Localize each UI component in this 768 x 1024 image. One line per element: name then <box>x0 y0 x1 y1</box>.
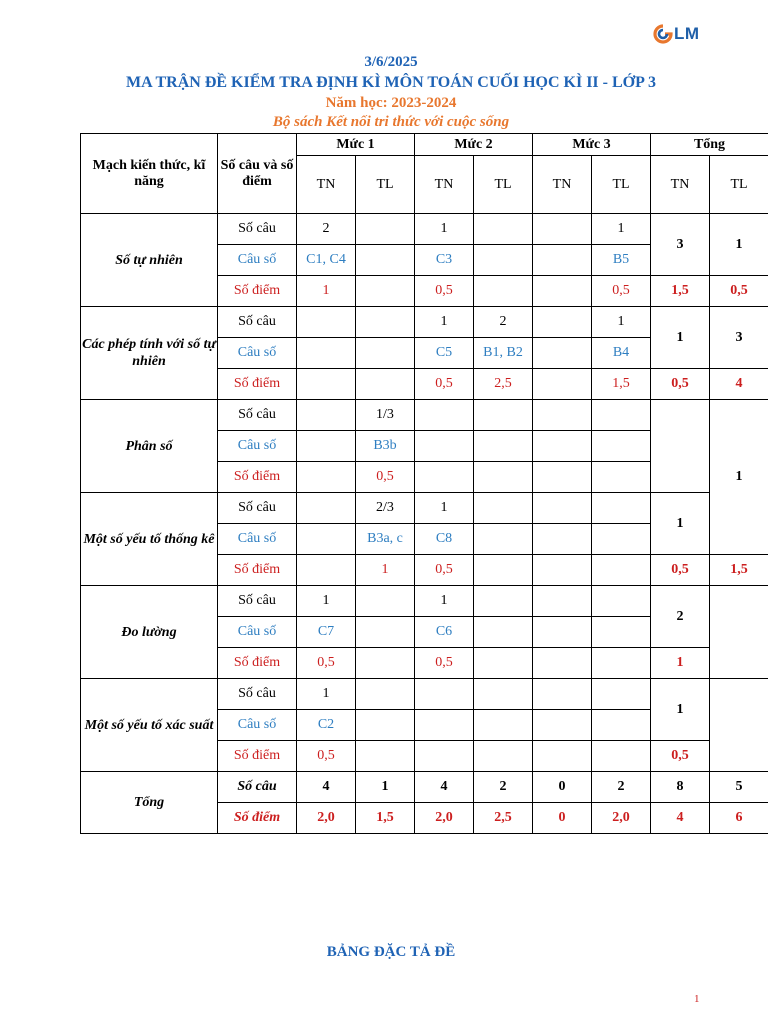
total-tn-questions: 1 <box>651 307 710 369</box>
olm-logo <box>653 24 700 44</box>
value-cell: C1, C4 <box>297 245 356 276</box>
value-cell <box>474 493 533 524</box>
value-cell: 1 <box>297 679 356 710</box>
value-cell: 1 <box>592 307 651 338</box>
table-row <box>81 400 768 431</box>
value-cell: C7 <box>297 617 356 648</box>
value-cell <box>415 741 474 772</box>
total-tn-questions: 2 <box>651 586 710 648</box>
total-tn-points: 0,5 <box>651 369 710 400</box>
header-level: Mức 1 <box>297 134 415 156</box>
value-cell: 0,5 <box>415 276 474 307</box>
row-label-cau-so: Câu số <box>218 245 297 276</box>
row-label-cau-so: Câu số <box>218 431 297 462</box>
value-cell <box>474 276 533 307</box>
row-label-cau-so: Câu số <box>218 338 297 369</box>
total-tl-empty <box>710 586 768 679</box>
value-cell: 1 <box>415 214 474 245</box>
total-tn-questions: 3 <box>651 214 710 276</box>
header-level: Mức 3 <box>533 134 651 156</box>
value-cell <box>474 524 533 555</box>
value-cell: 2,5 <box>474 369 533 400</box>
value-cell <box>297 462 356 493</box>
table-row <box>81 493 768 524</box>
page-number: 1 <box>694 993 700 1005</box>
row-label-cau-so: Câu số <box>218 524 297 555</box>
value-cell <box>297 524 356 555</box>
table-row <box>81 307 768 338</box>
row-label-so-diem: Số điểm <box>218 555 297 586</box>
value-cell <box>415 400 474 431</box>
value-cell: 0,5 <box>415 555 474 586</box>
grand-total-questions: 5 <box>710 772 768 803</box>
value-cell <box>533 245 592 276</box>
value-cell <box>592 617 651 648</box>
exam-matrix-table <box>80 133 768 834</box>
grand-total-questions: 2 <box>474 772 533 803</box>
value-cell <box>297 307 356 338</box>
total-tn-empty <box>651 400 710 493</box>
topic-name: Các phép tính với số tự nhiên <box>81 307 218 400</box>
total-tn-points: 0,5 <box>651 555 710 586</box>
value-cell <box>592 586 651 617</box>
value-cell <box>533 214 592 245</box>
row-label-so-cau: Số câu <box>218 307 297 338</box>
row-label-so-diem: Số điểm <box>218 741 297 772</box>
school-year: Năm học: 2023-2024 <box>325 95 457 111</box>
grand-total-points: 2,0 <box>297 803 356 834</box>
value-cell <box>356 307 415 338</box>
header-tl: TL <box>356 156 415 214</box>
value-cell: B4 <box>592 338 651 369</box>
grand-total-points: 2,5 <box>474 803 533 834</box>
header-tl: TL <box>592 156 651 214</box>
specification-table-title: BẢNG ĐẶC TẢ ĐỀ <box>326 944 456 960</box>
header-level: Mức 2 <box>415 134 533 156</box>
row-label-so-cau: Số câu <box>218 493 297 524</box>
topic-name: Đo lường <box>81 586 218 679</box>
value-cell: 0,5 <box>297 648 356 679</box>
value-cell <box>533 741 592 772</box>
value-cell <box>592 462 651 493</box>
total-tn-points: 1,5 <box>651 276 710 307</box>
value-cell: C6 <box>415 617 474 648</box>
value-cell <box>356 741 415 772</box>
total-tn-questions: 1 <box>651 493 710 555</box>
value-cell <box>533 462 592 493</box>
value-cell: 1 <box>415 493 474 524</box>
row-label-so-diem: Số điểm <box>218 648 297 679</box>
grand-total-points: 2,0 <box>592 803 651 834</box>
value-cell: 0,5 <box>297 741 356 772</box>
table-row <box>81 134 768 156</box>
total-tl-questions: 3 <box>710 307 768 369</box>
row-label-so-cau: Số câu <box>218 679 297 710</box>
value-cell <box>533 710 592 741</box>
row-label-so-diem: Số điểm <box>218 369 297 400</box>
value-cell <box>356 369 415 400</box>
header-question-points: Số câu và số điểm <box>218 134 297 214</box>
row-label-so-diem: Số điểm <box>218 276 297 307</box>
value-cell <box>297 431 356 462</box>
value-cell <box>356 586 415 617</box>
value-cell <box>474 245 533 276</box>
value-cell: 1/3 <box>356 400 415 431</box>
value-cell <box>474 400 533 431</box>
total-tl-points: 4 <box>710 369 768 400</box>
row-label-so-diem: Số điểm <box>218 462 297 493</box>
value-cell: 0,5 <box>415 648 474 679</box>
total-tn-points: 0,5 <box>651 741 710 772</box>
value-cell: C5 <box>415 338 474 369</box>
grand-total-points: 2,0 <box>415 803 474 834</box>
value-cell: 2 <box>474 307 533 338</box>
topic-name: Phân số <box>81 400 218 493</box>
value-cell: C3 <box>415 245 474 276</box>
value-cell <box>356 617 415 648</box>
value-cell <box>474 462 533 493</box>
value-cell <box>356 710 415 741</box>
value-cell: 0,5 <box>356 462 415 493</box>
grand-total-label: Tổng <box>81 772 218 834</box>
value-cell <box>356 276 415 307</box>
row-label-so-cau: Số câu <box>218 214 297 245</box>
grand-total-questions: 0 <box>533 772 592 803</box>
row-label-cau-so: Câu số <box>218 617 297 648</box>
value-cell: 0,5 <box>592 276 651 307</box>
value-cell <box>474 648 533 679</box>
value-cell <box>533 555 592 586</box>
value-cell <box>592 648 651 679</box>
value-cell: 2 <box>297 214 356 245</box>
header-level: Tổng <box>651 134 768 156</box>
value-cell <box>415 462 474 493</box>
header-tn: TN <box>651 156 710 214</box>
value-cell: 1 <box>297 276 356 307</box>
document-date: 3/6/2025 <box>364 54 418 70</box>
value-cell: 1 <box>415 586 474 617</box>
value-cell <box>415 679 474 710</box>
value-cell <box>592 741 651 772</box>
header-tn: TN <box>297 156 356 214</box>
total-tl-questions: 1 <box>710 400 768 555</box>
value-cell: C2 <box>297 710 356 741</box>
value-cell <box>533 524 592 555</box>
row-label-so-cau: Số câu <box>218 400 297 431</box>
value-cell <box>474 679 533 710</box>
grand-total-questions: 8 <box>651 772 710 803</box>
value-cell <box>356 648 415 679</box>
value-cell <box>592 493 651 524</box>
value-cell <box>533 338 592 369</box>
value-cell: B3b <box>356 431 415 462</box>
value-cell <box>592 555 651 586</box>
grand-total-points: 0 <box>533 803 592 834</box>
header-topic: Mạch kiến thức, kĩ năng <box>81 134 218 214</box>
value-cell <box>297 400 356 431</box>
value-cell <box>533 369 592 400</box>
value-cell <box>592 400 651 431</box>
header-tn: TN <box>533 156 592 214</box>
value-cell <box>297 493 356 524</box>
value-cell: 1 <box>297 586 356 617</box>
value-cell: B5 <box>592 245 651 276</box>
total-tn-questions: 1 <box>651 679 710 741</box>
value-cell: 1 <box>415 307 474 338</box>
grand-total-questions: 4 <box>297 772 356 803</box>
value-cell <box>356 245 415 276</box>
value-cell <box>474 710 533 741</box>
total-tl-questions: 1 <box>710 214 768 276</box>
header-tn: TN <box>415 156 474 214</box>
total-tl-points: 0,5 <box>710 276 768 307</box>
value-cell <box>474 617 533 648</box>
value-cell <box>474 431 533 462</box>
value-cell <box>297 369 356 400</box>
table-row <box>81 772 768 803</box>
value-cell <box>533 493 592 524</box>
value-cell <box>474 741 533 772</box>
grand-total-questions: 1 <box>356 772 415 803</box>
table-row <box>81 214 768 245</box>
value-cell <box>533 431 592 462</box>
value-cell <box>297 555 356 586</box>
grand-total-questions: 2 <box>592 772 651 803</box>
row-label-cau-so: Câu số <box>218 710 297 741</box>
value-cell <box>474 214 533 245</box>
value-cell: 1 <box>356 555 415 586</box>
value-cell <box>592 524 651 555</box>
value-cell <box>592 679 651 710</box>
value-cell <box>356 338 415 369</box>
topic-name: Một số yếu tố xác suất <box>81 679 218 772</box>
value-cell <box>356 214 415 245</box>
value-cell: B3a, c <box>356 524 415 555</box>
topic-name: Một số yếu tố thống kê <box>81 493 218 586</box>
grand-total-questions: 4 <box>415 772 474 803</box>
total-tl-points: 1,5 <box>710 555 768 586</box>
grand-total-points: 1,5 <box>356 803 415 834</box>
value-cell <box>533 400 592 431</box>
value-cell <box>533 617 592 648</box>
total-tn-points: 1 <box>651 648 710 679</box>
value-cell: 1 <box>592 214 651 245</box>
total-tl-empty <box>710 679 768 772</box>
grand-total-points-label: Số điểm <box>218 803 297 834</box>
table-row <box>81 586 768 617</box>
document-title: MA TRẬN ĐỀ KIỂM TRA ĐỊNH KÌ MÔN TOÁN CUỐI HỌC KÌ II - LỚP 3 <box>126 74 656 91</box>
value-cell: 0,5 <box>415 369 474 400</box>
grand-total-points: 4 <box>651 803 710 834</box>
row-label-so-cau: Số câu <box>218 586 297 617</box>
value-cell <box>297 338 356 369</box>
value-cell <box>533 679 592 710</box>
value-cell <box>533 276 592 307</box>
value-cell: B1, B2 <box>474 338 533 369</box>
topic-name: Số tự nhiên <box>81 214 218 307</box>
grand-total-questions-label: Số câu <box>218 772 297 803</box>
value-cell <box>474 586 533 617</box>
value-cell: C8 <box>415 524 474 555</box>
value-cell <box>592 431 651 462</box>
value-cell <box>415 431 474 462</box>
header-tl: TL <box>474 156 533 214</box>
value-cell <box>592 710 651 741</box>
grand-total-points: 6 <box>710 803 768 834</box>
value-cell <box>533 307 592 338</box>
value-cell <box>415 710 474 741</box>
textbook-series: Bộ sách Kết nối tri thức với cuộc sống <box>272 114 510 130</box>
table-row <box>81 679 768 710</box>
value-cell: 2/3 <box>356 493 415 524</box>
olm-logo-icon <box>653 24 673 44</box>
value-cell <box>356 679 415 710</box>
value-cell <box>533 586 592 617</box>
value-cell <box>533 648 592 679</box>
value-cell <box>474 555 533 586</box>
header-tl: TL <box>710 156 768 214</box>
olm-logo-text: LM <box>674 24 700 43</box>
value-cell: 1,5 <box>592 369 651 400</box>
